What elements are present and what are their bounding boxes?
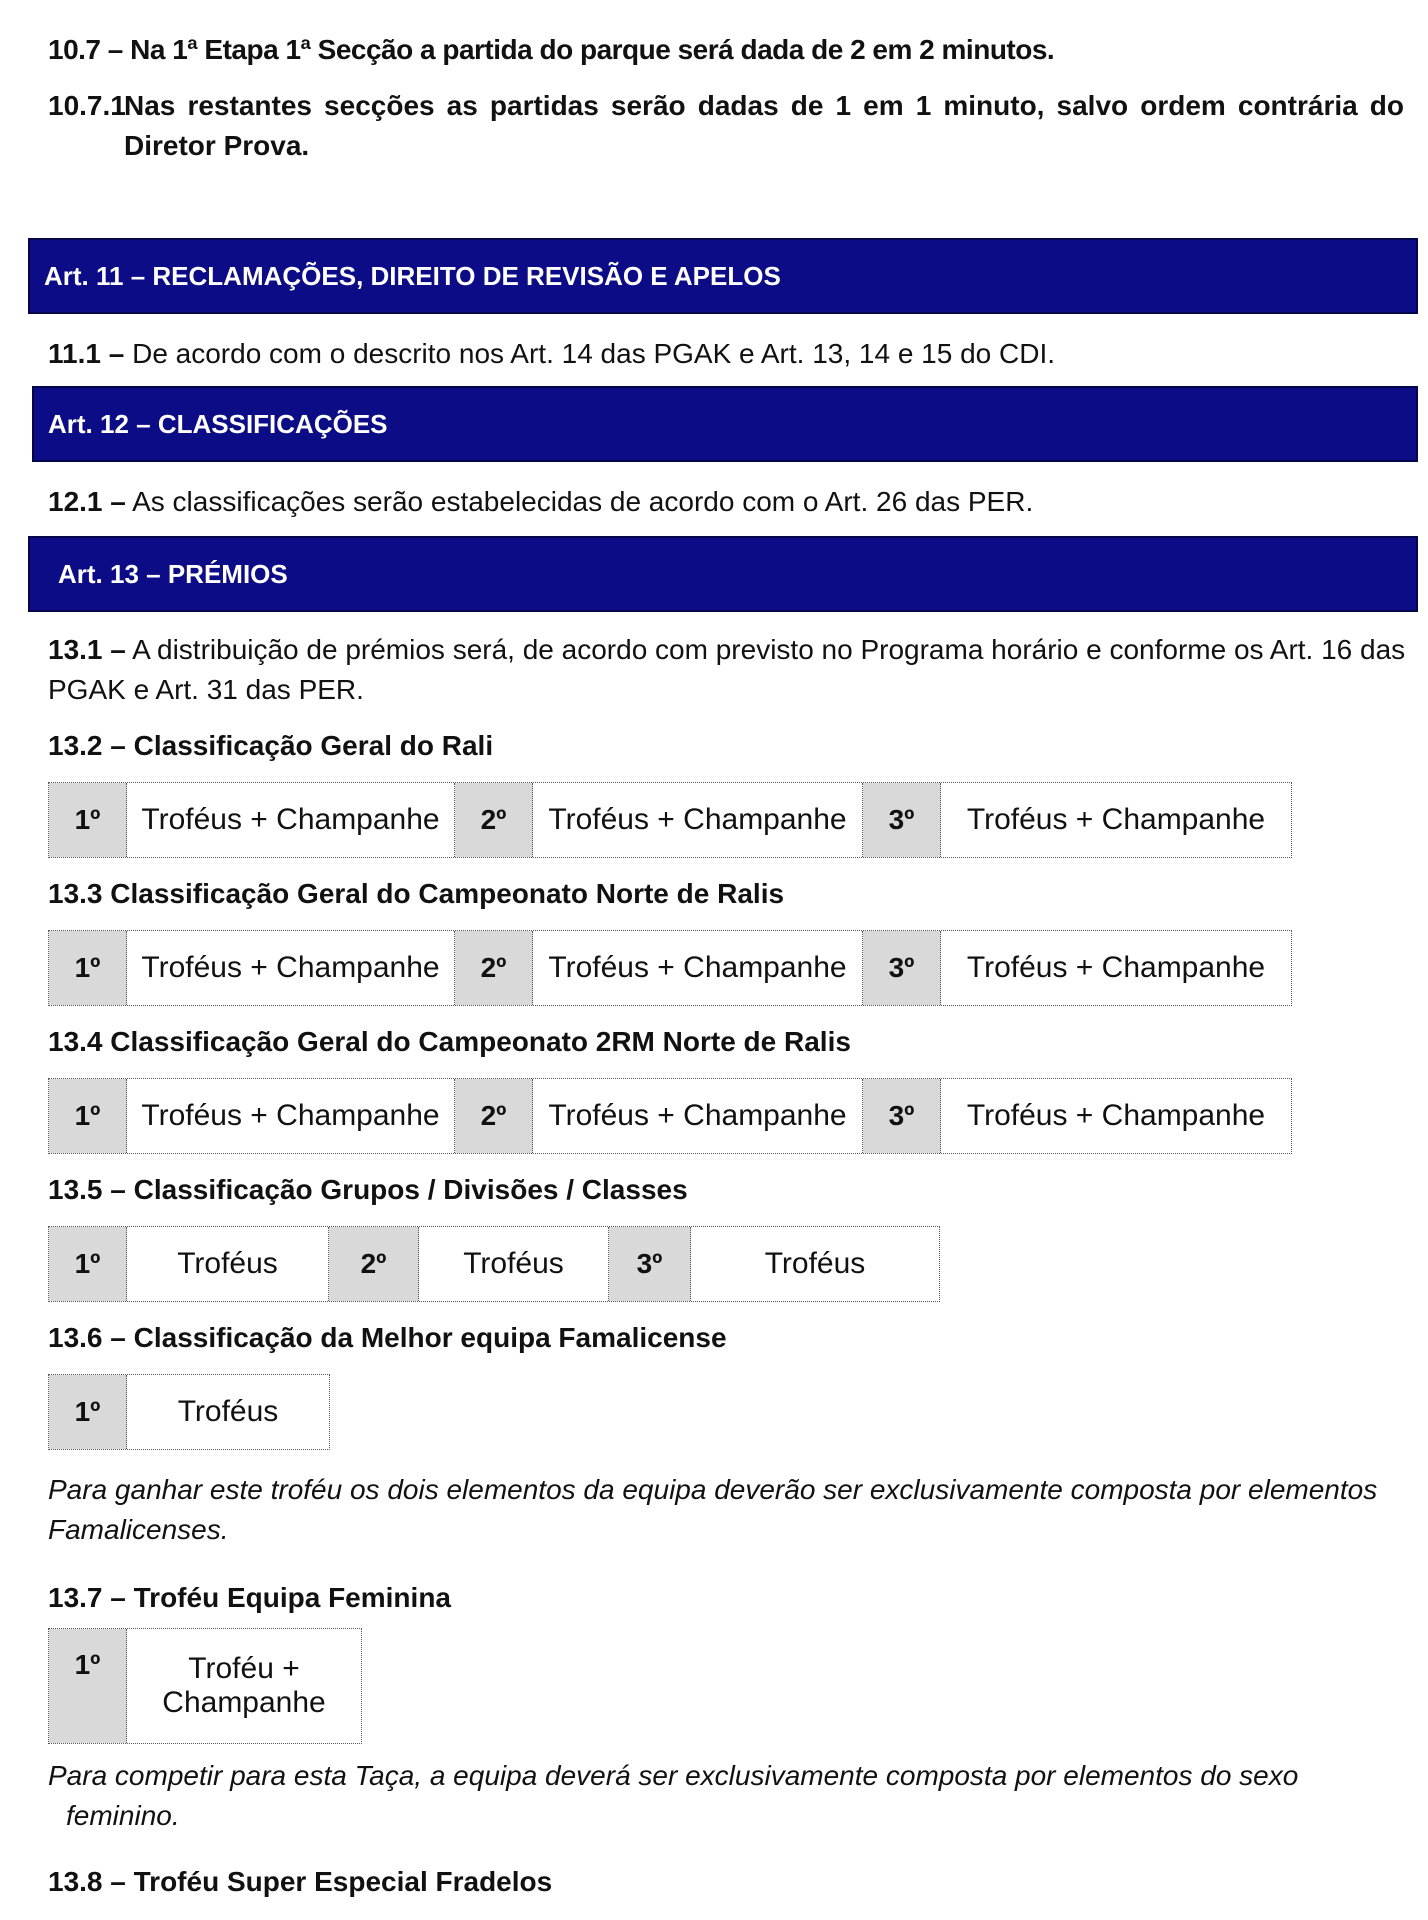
item-12-1-number: 12.1 – xyxy=(48,486,126,517)
prize-2: Troféus + Champanhe xyxy=(533,931,863,1005)
art-11-header: Art. 11 – RECLAMAÇÕES, DIREITO DE REVISÃO E APELOS xyxy=(28,238,1418,314)
item-12-1-text: As classificações serão estabelecidas de acordo com o Art. 26 das PER. xyxy=(125,486,1034,517)
section-13-5-title: 13.5 – Classificação Grupos / Divisões / Classes xyxy=(48,1174,688,1205)
section-13-7-note: Para competir para esta Taça, a equipa deverá ser exclusivamente composta por elementos do sexo feminino. xyxy=(48,1760,1299,1831)
item-10-7-1-number: 10.7.1 xyxy=(48,90,126,121)
prize-2: Troféus + Champanhe xyxy=(533,1079,863,1153)
item-10-7-1-text: Nas restantes secções as partidas serão dadas de 1 em 1 minuto, salvo ordem contrária do Diretor Prova. xyxy=(124,90,1404,161)
section-13-2-title: 13.2 – Classificação Geral do Rali xyxy=(48,730,494,761)
position-1: 1º xyxy=(49,1227,127,1301)
position-2: 2º xyxy=(455,1079,533,1153)
position-2: 2º xyxy=(455,783,533,857)
prize-table-13-3 xyxy=(48,930,1292,1006)
prize-1: Troféu + Champanhe xyxy=(127,1629,361,1743)
prize-3: Troféus + Champanhe xyxy=(941,931,1291,1005)
prize-table-13-6 xyxy=(48,1374,330,1450)
prize-table-13-4 xyxy=(48,1078,1292,1154)
prize-3: Troféus xyxy=(691,1227,939,1301)
section-13-3-title: 13.3 Classificação Geral do Campeonato Norte de Ralis xyxy=(48,878,785,909)
position-3: 3º xyxy=(863,1079,941,1153)
prize-table-13-7 xyxy=(48,1628,362,1744)
position-3: 3º xyxy=(609,1227,691,1301)
prize-1: Troféus + Champanhe xyxy=(127,931,455,1005)
prize-1: Troféus + Champanhe xyxy=(127,783,455,857)
position-1: 1º xyxy=(49,1079,127,1153)
position-2: 2º xyxy=(329,1227,419,1301)
prize-table-13-2 xyxy=(48,782,1292,858)
position-1: 1º xyxy=(49,931,127,1005)
section-13-8-title: 13.8 – Troféu Super Especial Fradelos xyxy=(48,1866,553,1897)
item-13-1-number: 13.1 – xyxy=(48,634,126,665)
prize-2: Troféus + Champanhe xyxy=(533,783,863,857)
prize-2: Troféus xyxy=(419,1227,609,1301)
item-12-1 xyxy=(48,482,1033,522)
item-13-1 xyxy=(48,630,1408,710)
position-1: 1º xyxy=(49,1375,127,1449)
art-13-header: Art. 13 – PRÉMIOS xyxy=(28,536,1418,612)
position-1: 1º xyxy=(49,1629,127,1743)
prize-3: Troféus + Champanhe xyxy=(941,783,1291,857)
position-3: 3º xyxy=(863,931,941,1005)
item-10-7: 10.7 – Na 1ª Etapa 1ª Secção a partida do parque será dada de 2 em 2 minutos. xyxy=(48,34,1055,65)
position-3: 3º xyxy=(863,783,941,857)
section-13-6-note: Para ganhar este troféu os dois elementos da equipa deverão ser exclusivamente composta por elementos Famalicenses. xyxy=(48,1474,1378,1545)
prize-3: Troféus + Champanhe xyxy=(941,1079,1291,1153)
prize-1: Troféus xyxy=(127,1227,329,1301)
prize-1: Troféus + Champanhe xyxy=(127,1079,455,1153)
position-1: 1º xyxy=(49,783,127,857)
section-13-7-title: 13.7 – Troféu Equipa Feminina xyxy=(48,1582,451,1613)
position-2: 2º xyxy=(455,931,533,1005)
item-13-1-text: A distribuição de prémios será, de acordo com previsto no Programa horário e conforme os Art. 16 das PGAK e Art. 31 das PER. xyxy=(48,634,1406,705)
section-13-6-title: 13.6 – Classificação da Melhor equipa Famalicense xyxy=(48,1322,727,1353)
prize-1: Troféus xyxy=(127,1375,329,1449)
item-11-1 xyxy=(48,334,1055,374)
section-13-4-title: 13.4 Classificação Geral do Campeonato 2RM Norte de Ralis xyxy=(48,1026,851,1057)
art-12-header: Art. 12 – CLASSIFICAÇÕES xyxy=(32,386,1418,462)
item-11-1-text: De acordo com o descrito nos Art. 14 das PGAK e Art. 13, 14 e 15 do CDI. xyxy=(124,338,1056,369)
item-11-1-number: 11.1 – xyxy=(48,338,125,369)
prize-table-13-5 xyxy=(48,1226,940,1302)
